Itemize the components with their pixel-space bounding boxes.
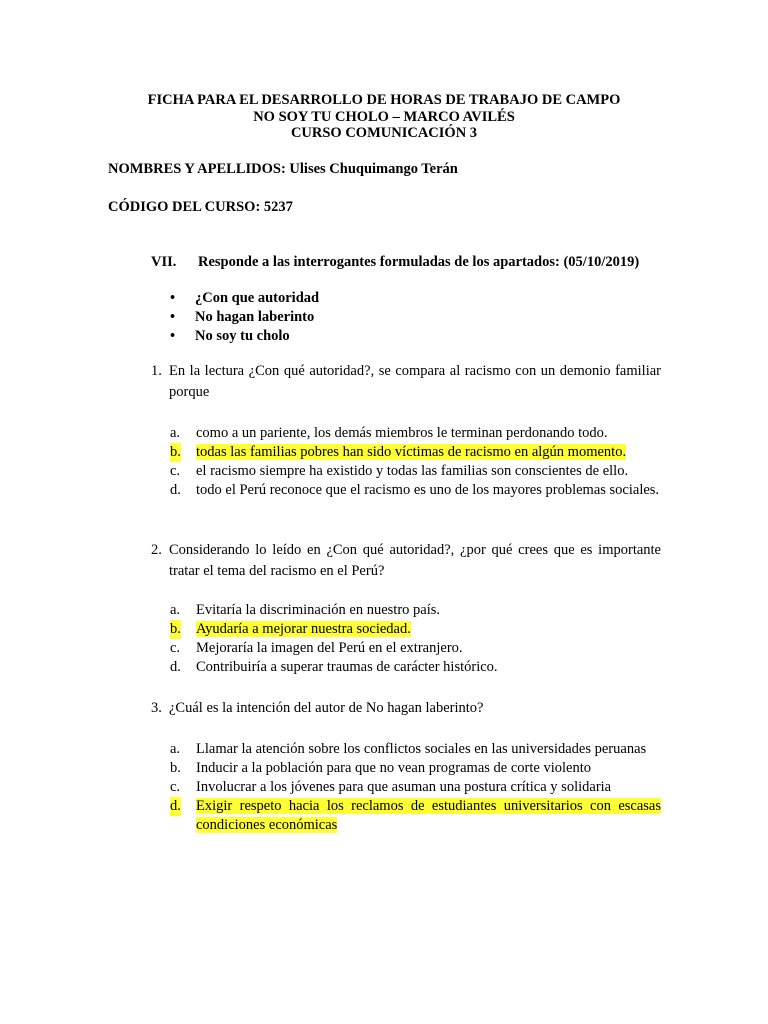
question-1-options [170, 424, 661, 500]
option-b: b. Inducir a la población para que no vean programas de corte violento [170, 760, 591, 776]
question-2-options [170, 601, 661, 677]
header-title: FICHA PARA EL DESARROLLO DE HORAS DE TRABAJO DE CAMPO [147, 92, 621, 108]
question-3-options [170, 740, 661, 835]
document-header [0, 92, 768, 142]
option-a: a. como a un pariente, los demás miembros le terminan perdonando todo. [170, 425, 608, 441]
question-2 [151, 540, 661, 582]
option-b-highlighted: b. todas las familias pobres han sido víctimas de racismo en algún momento. [170, 444, 627, 460]
list-item: • ¿Con que autoridad [170, 290, 320, 306]
option-d-highlighted: d. Exigir respeto hacia los reclamos de estudiantes universitarios con escasas condiciones económicas [170, 798, 661, 833]
student-name-field: NOMBRES Y APELLIDOS: Ulises Chuquimango Terán [108, 161, 458, 177]
question-3 [151, 698, 661, 719]
option-c: c. Mejoraría la imagen del Perú en el extranjero. [170, 640, 463, 656]
question-text: Considerando lo leído en ¿Con qué autoridad?, ¿por qué crees que es importante tratar el tema del racismo en el Perú? [169, 542, 661, 579]
section-title: Responde a las interrogantes formuladas de los apartados: (05/10/2019) [198, 254, 640, 270]
question-number: 2. [151, 542, 162, 558]
option-c: c. el racismo siempre ha existido y todas las familias son conscientes de ello. [170, 463, 629, 479]
option-d: d. todo el Perú reconoce que el racismo es uno de los mayores problemas sociales. [170, 482, 660, 498]
bullet-icon: • [170, 290, 176, 306]
question-number: 1. [151, 363, 162, 379]
course-code-field: CÓDIGO DEL CURSO: 5237 [108, 199, 293, 215]
option-d: d. Contribuiría a superar traumas de carácter histórico. [170, 659, 498, 675]
reading-list [170, 289, 319, 346]
option-b-highlighted: b. Ayudaría a mejorar nuestra sociedad. [170, 621, 411, 637]
question-number: 3. [151, 700, 162, 716]
list-item: • No hagan laberinto [170, 309, 315, 325]
list-item: • No soy tu cholo [170, 328, 290, 344]
option-a: a. Llamar la atención sobre los conflictos sociales en las universidades peruanas [170, 741, 647, 757]
question-text: En la lectura ¿Con qué autoridad?, se compara al racismo con un demonio familiar porque [169, 363, 661, 400]
header-subtitle: NO SOY TU CHOLO – MARCO AVILÉS [253, 108, 515, 125]
header-course: CURSO COMUNICACIÓN 3 [290, 125, 478, 141]
option-c: c. Involucrar a los jóvenes para que asuman una postura crítica y solidaria [170, 779, 612, 795]
question-1 [151, 361, 661, 403]
bullet-icon: • [170, 328, 176, 344]
section-heading [151, 254, 639, 271]
option-a: a. Evitaría la discriminación en nuestro país. [170, 602, 441, 618]
section-number: VII. [151, 254, 177, 270]
question-text: ¿Cuál es la intención del autor de No hagan laberinto? [169, 700, 484, 716]
bullet-icon: • [170, 309, 176, 325]
